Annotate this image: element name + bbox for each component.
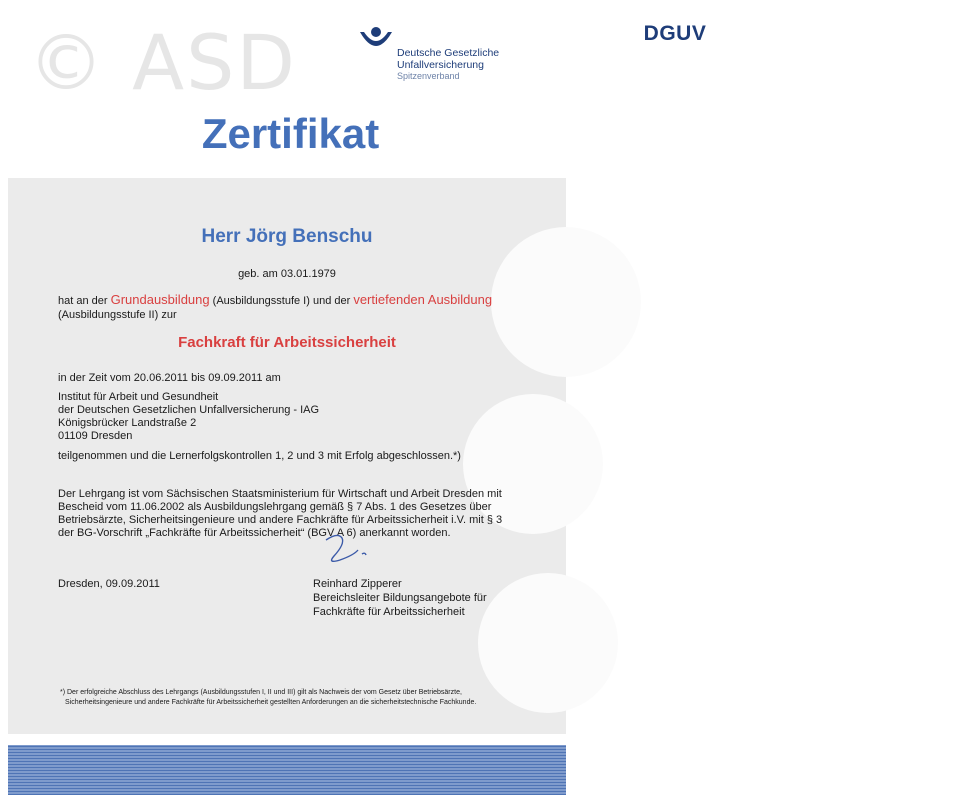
certificate-body <box>8 178 566 734</box>
highlight-vertiefende: vertiefenden Ausbildung <box>353 292 493 307</box>
institute-line: 01109 Dresden <box>58 430 133 442</box>
logo-name: DGUV <box>643 22 707 45</box>
signature <box>318 530 378 580</box>
institute-line: Königsbrücker Landstraße 2 <box>58 417 197 429</box>
completion: teilgenommen und die Lernerfolgskontrollen 1, 2 und 3 mit Erfolg abgeschlossen.*) <box>58 450 461 462</box>
footnote-line: *) Der erfolgreiche Abschluss des Lehrgangs (Ausbildungsstufen I, II und III) gilt als Nachweis der vom Gesetz über Betriebsärzte, <box>60 689 462 696</box>
watermark: © ASD <box>28 18 297 107</box>
signatory-line: Bereichsleiter Bildungsangebote für <box>313 592 487 604</box>
dguv-logo-icon <box>358 24 394 56</box>
training-line-2: (Ausbildungsstufe II) zur <box>58 309 177 321</box>
place-date: Dresden, 09.09.2011 <box>58 578 160 590</box>
institute-line: Institut für Arbeit und Gesundheit <box>58 391 219 403</box>
training-pre: hat an der <box>58 295 111 307</box>
birth-date: geb. am 03.01.1979 <box>238 268 336 280</box>
recognition-line: der BG-Vorschrift „Fachkräfte für Arbeitssicherheit“ (BGV A 6) anerkannt worden. <box>58 527 451 539</box>
qualification: Fachkraft für Arbeitssicherheit <box>178 334 396 351</box>
dguv-logo <box>358 22 707 82</box>
logo-line-2: Unfallversicherung <box>397 59 484 71</box>
logo-line-3: Spitzenverband <box>397 71 460 81</box>
recognition-line: Betriebsärzte, Sicherheitsingenieure und andere Fachkräfte für Arbeitssicherheit i.V. mit § 3 <box>58 514 503 526</box>
logo-line-1: Deutsche Gesetzliche <box>397 47 500 59</box>
footer-band <box>8 745 566 795</box>
recognition-line: Der Lehrgang ist vom Sächsischen Staatsministerium für Wirtschaft und Arbeit Dresden mit <box>58 488 502 500</box>
period: in der Zeit vom 20.06.2011 bis 09.09.2011 am <box>58 372 281 384</box>
signatory-line: Fachkräfte für Arbeitssicherheit <box>313 606 465 618</box>
institute-line: der Deutschen Gesetzlichen Unfallversicherung - IAG <box>58 404 320 416</box>
footnote <box>60 688 476 708</box>
footnote-line: Sicherheitsingenieure und andere Fachkräfte für Arbeitssicherheit gestellten Anforderungen an die sicherheitstechnische Fachkunde. <box>65 699 477 706</box>
training-line-1 <box>58 293 492 308</box>
decor-circle <box>478 573 618 713</box>
decor-circle <box>491 227 641 377</box>
certificate-title: Zertifikat <box>201 110 380 157</box>
signatory-line: Reinhard Zipperer <box>313 578 402 590</box>
training-mid: (Ausbildungsstufe I) und der <box>209 295 354 307</box>
highlight-grundausbildung: Grundausbildung <box>110 292 210 307</box>
recipient-name: Herr Jörg Benschu <box>201 226 373 247</box>
recognition-line: Bescheid vom 11.06.2002 als Ausbildungslehrgang gemäß § 7 Abs. 1 des Gesetzes über <box>58 501 492 513</box>
